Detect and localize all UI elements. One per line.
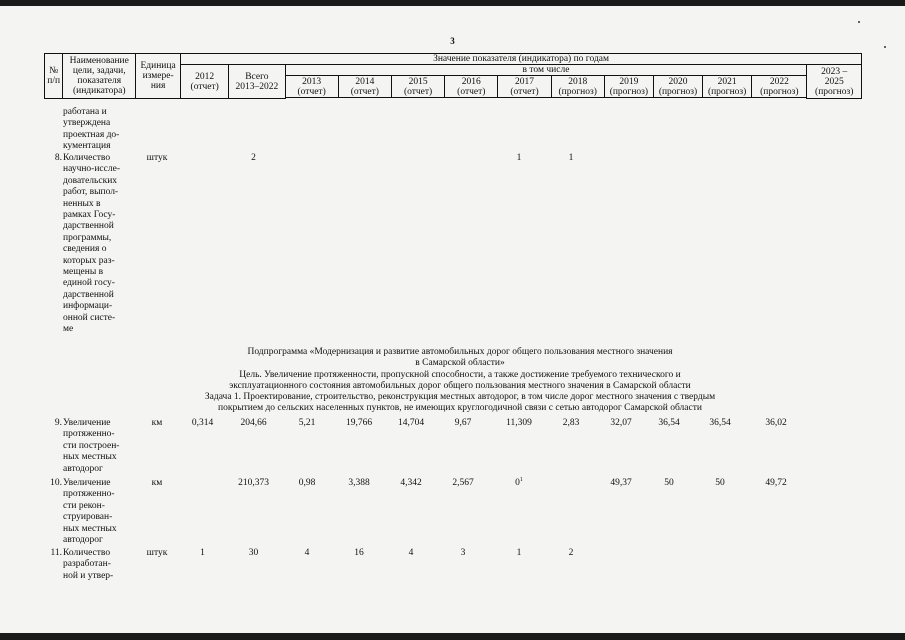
cell-2019: 49,37 [610,478,632,488]
header-values-title: Значение показателя (индикатора) по годам [181,54,862,65]
header-total: Всего 2013–2022 [229,65,285,99]
subprogram-title: Подпрограмма «Модернизация и развитие автомобильных дорог общего пользования местного значения в Самарской области» [247,347,673,369]
page-number: 3 [450,36,455,46]
row-unit: штук [146,548,168,558]
cell-2013: 4 [304,548,310,558]
cell-2013: 5,21 [298,418,316,428]
row-number: 8. [54,153,62,163]
cell-2022: 36,02 [765,418,787,428]
header-name: Наименование цели, задачи, показателя (индикатора) [63,54,136,99]
cell-2015: 4 [408,548,414,558]
cell-2014: 3,388 [348,478,370,488]
scan-speck [858,21,860,23]
scan-edge-bottom [0,633,905,640]
goal-text: Цель. Увеличение протяженности, пропускной способности, а также достижение требуемого технического и эксплуатационного состояния автомобильных дорог общего пользования местного значения в Самарской области [229,370,691,392]
cell-2014: 16 [354,548,364,558]
header-unit: Единица измере- ния [136,54,181,99]
header-2012: 2012 (отчет) [181,65,229,99]
row-name: Увеличение протяженно- сти рекон- струирован- ных местных автодорог [63,478,117,546]
row-unit: штук [146,153,168,163]
cell-2017: 1 [516,548,522,558]
cell-2018: 2,83 [562,418,580,428]
row-number: 10. [50,478,62,488]
cell-2020: 36,54 [658,418,680,428]
row-unit: км [151,418,163,428]
table-header [44,53,862,99]
cell-2016: 9,67 [454,418,472,428]
row-name: Количество научно-иссле- довательских работ, выпол- ненных в рамках Госу- дарственной программы, сведения о которых раз- мещены в единой госу- дарственной информаци- онной систе- ме [63,153,120,335]
cell-2014: 19,766 [345,418,373,428]
row-number: 9. [54,418,62,428]
task-text: Задача 1. Проектирование, строительство, реконструкция местных автодорог, в том числе дорог местного значения с твердым покрытием до сельских населенных пунктов, не имеющих круглогодичной связи с сетью автодорог Самарской области [204,392,716,414]
cell-2019: 32,07 [610,418,632,428]
header-incl: в том числе [285,65,807,76]
cell-2015: 14,704 [397,418,425,428]
header-2023: 2023 – 2025 (прогноз) [807,65,862,99]
header-year: 2021 (прогноз) [703,76,752,98]
header-year: 2022 (прогноз) [752,76,807,98]
cell-2017: 11,309 [506,418,532,428]
cell-2018: 2 [568,548,574,558]
cell-2021: 50 [715,478,725,488]
header-year: 2015 (отчет) [391,76,444,98]
cell-2016: 2,567 [452,478,474,488]
header-year: 2014 (отчет) [338,76,391,98]
row-name: Увеличение протяженно- сти построен- ных местных автодорог [63,418,120,474]
header-year: 2013 (отчет) [285,76,338,98]
header-year: 2018 (прогноз) [551,76,604,98]
scan-edge-top [0,0,905,6]
cell-2012: 1 [200,548,205,558]
cell-2016: 3 [460,548,466,558]
cell-total: 30 [248,548,259,558]
cell-2018: 1 [568,153,574,163]
cell-2021: 36,54 [709,418,731,428]
header-year: 2016 (отчет) [445,76,498,98]
cell-total: 204,66 [240,418,267,428]
row-number: 11. [50,548,62,558]
cell-2017: 1 [516,153,522,163]
row-unit: км [151,478,163,488]
header-num: № п/п [45,54,63,99]
cell-total: 2 [251,153,256,163]
continued-name: работана и утверждена проектная до- кументация [63,107,120,152]
header-year: 2019 (прогноз) [604,76,653,98]
cell-2015: 4,342 [400,478,422,488]
cell-total: 210,373 [238,478,269,488]
footnote-mark: 1 [519,476,523,483]
header-year: 2020 (прогноз) [653,76,702,98]
scan-speck [884,46,886,48]
cell-2012: 0,314 [191,418,214,428]
row-name: Количество разработан- ной и утвер- [63,548,114,581]
cell-2022: 49,72 [765,478,787,488]
cell-2013: 0,98 [298,478,316,488]
header-year: 2017 (отчет) [498,76,551,98]
cell-2020: 50 [664,478,674,488]
cell-2017: $0^1$ [515,476,523,488]
